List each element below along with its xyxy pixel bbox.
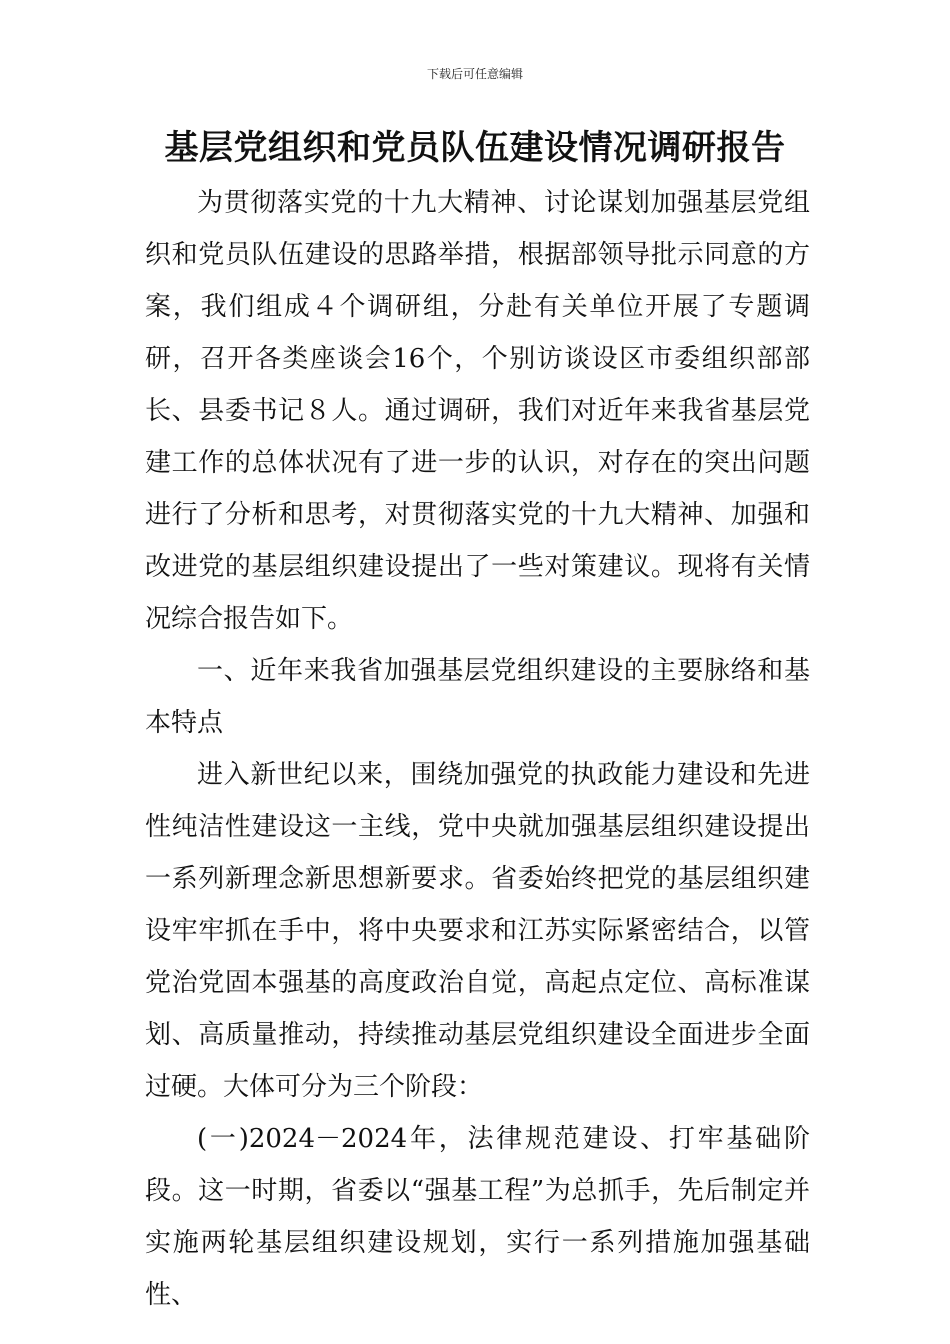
paragraph-stage-1: (一)2024－2024年，法律规范建设、打牢基础阶段。这一时期，省委以“强基工程”为总抓手，先后制定并实施两轮基层组织建设规划，实行一系列措施加强基础性、 <box>145 1124 810 1310</box>
document-body <box>145 177 810 1321</box>
paragraph-intro: 为贯彻落实党的十九大精神、讨论谋划加强基层党组织和党员队伍建设的思路举措，根据部领导批示同意的方案，我们组成４个调研组，分赴有关单位开展了专题调研，召开各类座谈会16个，个别访谈设区市委组织部部长、县委书记８人。通过调研，我们对近年来我省基层党建工作的总体状况有了进一步的认识，对存在的突出问题进行了分析和思考，对贯彻落实党的十九大精神、加强和改进党的基层组织建设提出了一些对策建议。现将有关情况综合报告如下。 <box>145 188 810 634</box>
paragraph-overview: 进入新世纪以来，围绕加强党的执政能力建设和先进性纯洁性建设这一主线，党中央就加强基层组织建设提出一系列新理念新思想新要求。省委始终把党的基层组织建设牢牢抓在手中，将中央要求和江苏实际紧密结合，以管党治党固本强基的高度政治自觉，高起点定位、高标准谋划、高质量推动，持续推动基层党组织建设全面进步全面过硬。大体可分为三个阶段： <box>145 760 810 1102</box>
section-heading-1: 一、近年来我省加强基层党组织建设的主要脉络和基本特点 <box>145 656 810 738</box>
header-note: 下载后可任意编辑 <box>426 67 523 81</box>
document-title: 基层党组织和党员队伍建设情况调研报告 <box>164 128 786 168</box>
